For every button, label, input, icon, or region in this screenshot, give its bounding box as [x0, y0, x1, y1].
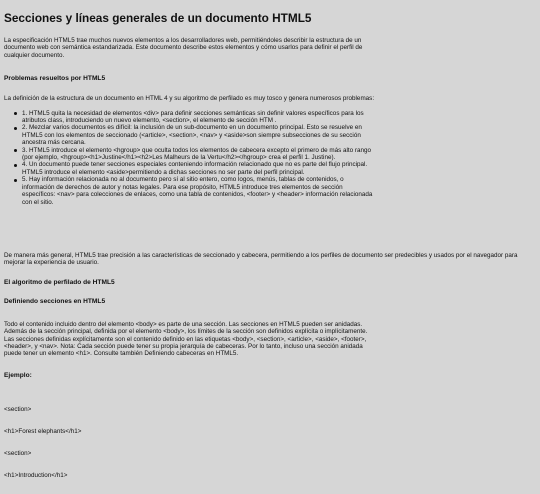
code-line: <h1>Forest elephants</h1>	[4, 427, 82, 435]
document-page	[4, 0, 518, 494]
code-line: <section>	[4, 405, 32, 413]
problems-intro-paragraph: La definición de la estructura de un documento en HTML 4 y su algoritmo de perfilado es muy tosco y genera numerosos problemas:	[4, 95, 375, 103]
list-item: 5. Hay información relacionada no al documento pero sí al sitio entero, como logos, menús, tablas de contenidos, o información de derechos de autor y notas legales. Para ese propósito, HTML5 introduce tres elementos de sección específicos: <nav> para colecciones de enlaces, como una tabla de contenidos, <footer> y <header> información relacionada con el sitio.	[22, 176, 376, 206]
list-item: 3. HTML5 introduce el elemento <hgroup> que oculta todos los elementos de cabecera excepto el primero de más alto rango (por ejemplo, <hgroup><h1>Justine</h1><h2>Les Malheurs de la Vertu</h2></hgroup> crea el perfil 1. Justine).	[22, 147, 376, 162]
list-item: 4. Un documento puede tener secciones especiales conteniendo información relacionado que no es parte del flujo principal. HTML5 introduce el elemento <aside>permitiendo a dichas secciones no ser parte del perfil principal.	[22, 161, 376, 176]
example-heading: Ejemplo:	[4, 371, 32, 379]
general-paragraph: De manera más general, HTML5 trae precisión a las características de seccionado y cabecera, permitiendo a los perfiles de documento ser predecibles y usados por el navegador para mejorar la experiencia de usuario.	[4, 251, 518, 267]
list-item: 1. HTML5 quita la necesidad de elementos <div> para definir secciones semánticas sin definir valores específicos para los atributos class, introduciendo un nuevo elemento, <section>, el elemento de sección HTM .	[22, 110, 376, 125]
example-code-block	[4, 391, 376, 494]
sections-subheading: Definiendo secciones en HTML5	[4, 297, 106, 305]
sections-paragraph: Todo el contenido incluido dentro del elemento <body> es parte de una sección. Las secciones en HTML5 pueden ser anidadas. Además de la sección principal, definida por el elemento <body>, los límites de la sección son definidos explícita o implícitamente. Las secciones definidas explícitamente son el contenido definido en las etiquetas <body>, <section>, <article>, <aside>, <footer>, <header>, y <nav>. Nota: Cada sección puede tener su propia jerarquía de cabeceras. Por lo tanto, incluso una sección anidada puede tener un elemento <h1>. Consulte también Definiendo cabeceras en HTML5.	[4, 320, 368, 358]
code-line: <section>	[4, 450, 32, 457]
problems-list	[4, 110, 376, 206]
problems-heading: Problemas resueltos por HTML5	[4, 75, 106, 83]
intro-paragraph: La especificación HTML5 trae muchos nuevos elementos a los desarrolladores web, permitiéndoles describir la estructura de un documento web con semántica estandarizada. Este documento describe estos elementos y cómo usarlos para definir el perfil de cualquier documento.	[4, 37, 363, 59]
algorithm-heading: El algoritmo de perfilado de HTML5	[4, 278, 115, 286]
page-title: Secciones y líneas generales de un documento HTML5	[4, 11, 312, 25]
list-item: 2. Mezclar varios documentos es difícil: la inclusión de un sub-documento en un documento principal. Esto se resuelve en HTML5 con los elementos de seccionado (<article>, <section>, <nav> y <aside>son siempre subsecciones de su sección ancestra más cercana.	[22, 124, 376, 146]
code-line: <h1>Introduction</h1>	[4, 472, 68, 480]
